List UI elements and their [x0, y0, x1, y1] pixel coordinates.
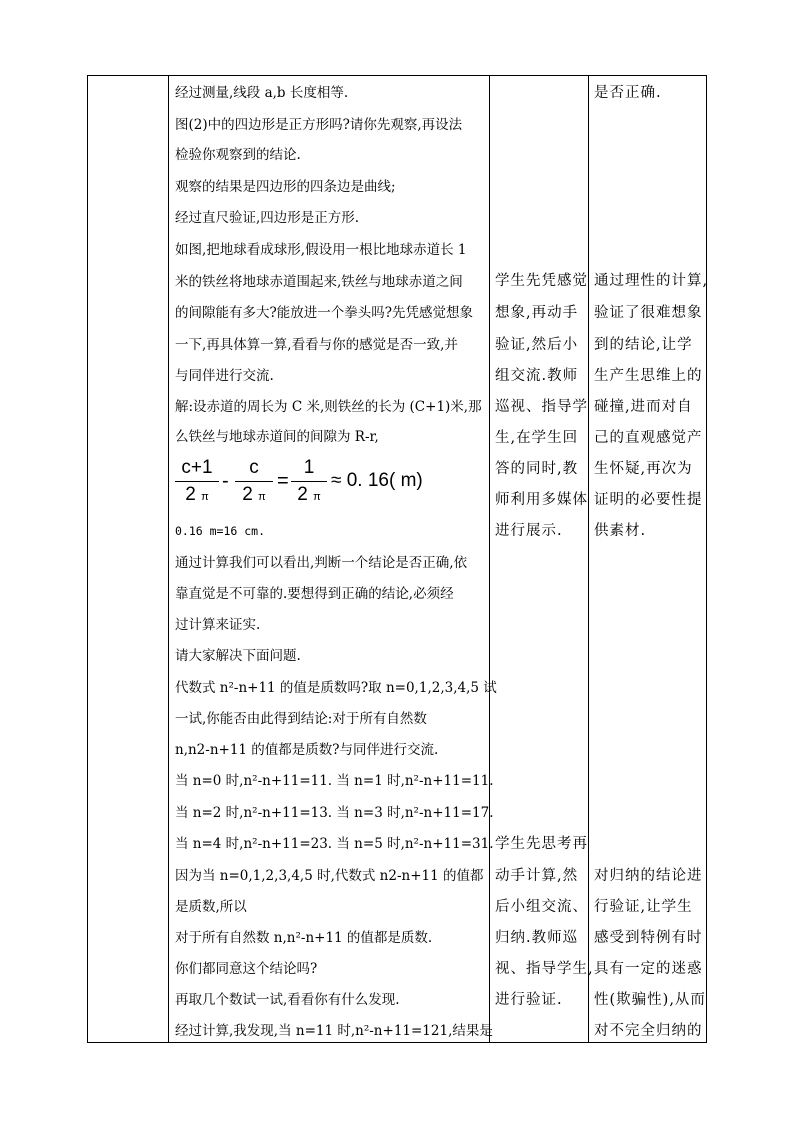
approx-result: ≈ 0. 16( m) — [331, 470, 423, 491]
intent-line: 供素材. — [594, 523, 647, 539]
activity-line: 学生先凭感觉 — [495, 273, 588, 289]
column-divider — [588, 76, 589, 1042]
content-line: 一下,再具体算一算,看看与你的感觉是否一致,并 — [175, 337, 458, 353]
activity-line: 想象,再动手 — [495, 305, 579, 321]
intent-line: 通过理性的计算, — [594, 273, 709, 289]
content-line: 图(2)中的四边形是正方形吗?请你先观察,再设法 — [175, 117, 463, 133]
content-line: 请大家解决下面问题. — [175, 648, 301, 664]
content-line: 米的铁丝将地球赤道围起来,铁丝与地球赤道之间 — [175, 274, 463, 290]
activity-line: 验证,然后小 — [495, 337, 579, 353]
intent-line: 碰撞,进而对自 — [594, 399, 693, 415]
intent-line: 是否正确. — [594, 85, 662, 101]
content-line: 与同伴进行交流. — [175, 368, 274, 384]
equals-sign: = — [277, 470, 289, 492]
content-line: 经过直尺验证,四边形是正方形. — [175, 210, 360, 226]
activity-line: 答的同时,教 — [495, 461, 579, 477]
activity-line: 动手计算,然 — [495, 868, 579, 884]
intent-line: 对不完全归纳的 — [594, 1023, 703, 1039]
content-line: 经过计算,我发现,当 n=11 时,n²-n+11=121,结果是 — [175, 1023, 493, 1039]
activity-line: 学生先思考再 — [495, 836, 588, 852]
intent-line: 生产生思维上的 — [594, 368, 703, 384]
content-line: 的间隙能有多大?能放进一个拳头吗?先凭感觉想象 — [175, 305, 473, 321]
gap-formula — [175, 457, 435, 509]
activity-line: 进行验证. — [495, 992, 563, 1008]
intent-line: 具有一定的迷惑 — [594, 961, 703, 977]
minus-sign: - — [222, 470, 229, 492]
activity-line: 师利用多媒体 — [495, 492, 588, 508]
content-line: 靠直觉是不可靠的.要想得到正确的结论,必须经 — [175, 586, 454, 602]
fraction-numerator: c+1 — [181, 457, 213, 478]
content-line: 经过测量,线段 a,b 长度相等. — [175, 85, 349, 101]
fraction-2: c 2 π — [235, 457, 273, 508]
intent-line: 对归纳的结论进 — [594, 868, 703, 884]
fraction-numerator: 1 — [303, 457, 315, 478]
content-line: 是质数,所以 — [175, 899, 247, 915]
content-line: 因为当 n=0,1,2,3,4,5 时,代数式 n2-n+11 的值都 — [175, 868, 484, 884]
lesson-table — [87, 75, 707, 1043]
content-line: 如图,把地球看成球形,假设用一根比地球赤道长 1 — [175, 242, 467, 258]
content-line: 当 n=0 时,n²-n+11=11. 当 n=1 时,n²-n+11=11. — [175, 773, 494, 789]
content-line: 0.16 m=16 cm. — [175, 524, 266, 538]
activity-line: 进行展示. — [495, 523, 563, 539]
content-line: n,n2-n+11 的值都是质数?与同伴进行交流. — [175, 742, 439, 758]
intent-line: 感受到特例有时 — [594, 930, 703, 946]
activity-line: 归纳.教师巡 — [495, 930, 579, 946]
intent-line: 己的直观感觉产 — [594, 430, 703, 446]
content-line: 当 n=2 时,n²-n+11=13. 当 n=3 时,n²-n+11=17. — [175, 805, 494, 821]
activity-line: 后小组交流、 — [495, 899, 588, 915]
content-line: 观察的结果是四边形的四条边是曲线; — [175, 179, 396, 195]
intent-line: 生怀疑,再次为 — [594, 461, 693, 477]
column-divider — [168, 76, 169, 1042]
activity-line: 组交流.教师 — [495, 368, 579, 384]
intent-line: 行验证,让学生 — [594, 899, 693, 915]
intent-line: 验证了很难想象 — [594, 305, 703, 321]
intent-line: 性(欺骗性),从而 — [594, 992, 706, 1008]
intent-line: 到的结论,让学 — [594, 337, 693, 353]
content-line: 过计算来证实. — [175, 617, 261, 633]
activity-line: 巡视、指导学 — [495, 399, 588, 415]
fraction-numerator: c — [249, 457, 259, 478]
content-line: 解:设赤道的周长为 C 米,则铁丝的长为 (C+1)米,那 — [175, 399, 482, 415]
content-line: 你们都同意这个结论吗? — [175, 961, 318, 977]
activity-line: 生,在学生回 — [495, 430, 579, 446]
content-line: 一试,你能否由此得到结论:对于所有自然数 — [175, 711, 427, 727]
content-line: 再取几个数试一试,看看你有什么发现. — [175, 992, 400, 1008]
fraction-3: 1 2 π — [291, 457, 327, 508]
content-line: 检验你观察到的结论. — [175, 147, 301, 163]
content-line: 对于所有自然数 n,n²-n+11 的值都是质数. — [175, 930, 433, 946]
content-line: 代数式 n²-n+11 的值是质数吗?取 n=0,1,2,3,4,5 试 — [175, 680, 497, 696]
column-divider — [489, 76, 490, 1042]
intent-line: 证明的必要性提 — [594, 492, 703, 508]
content-line: 当 n=4 时,n²-n+11=23. 当 n=5 时,n²-n+11=31. — [175, 836, 494, 852]
content-line: 么铁丝与地球赤道间的间隙为 R-r, — [175, 429, 379, 445]
fraction-1: c+1 2 π — [175, 457, 219, 508]
activity-line: 视、指导学生, — [495, 961, 594, 977]
content-line: 通过计算我们可以看出,判断一个结论是否正确,依 — [175, 555, 468, 571]
